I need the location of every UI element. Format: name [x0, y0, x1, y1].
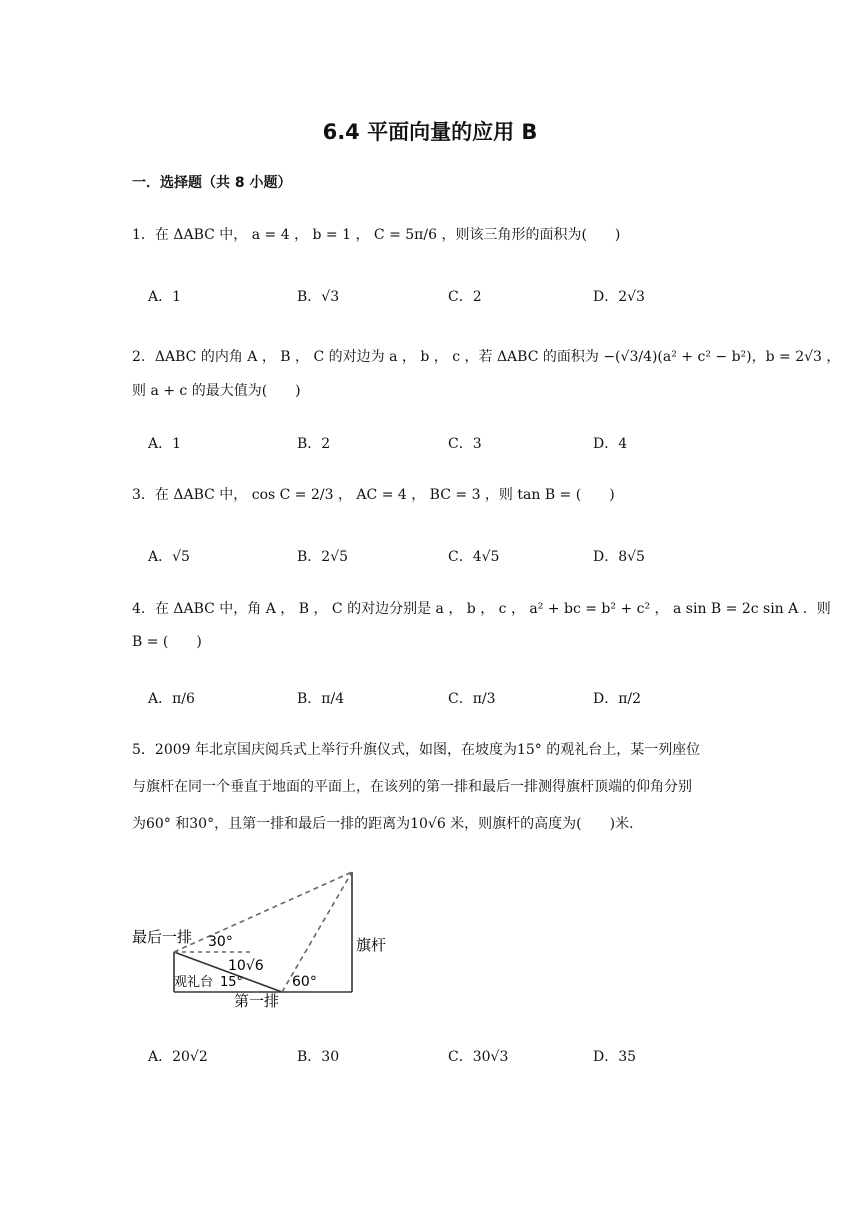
question-3-stem: 3．在 ΔABC 中， cos C = 2/3 ， AC = 4 ， BC = 3 ，则 tan B = ( )	[132, 487, 615, 503]
label-distance: 10√6	[228, 958, 264, 974]
question-5-stem-line-1: 5．2009 年北京国庆阅兵式上举行升旗仪式，如图，在坡度为15° 的观礼台上，某一列座位	[132, 742, 701, 758]
question-3-option-a[interactable]: A．√5	[148, 549, 190, 565]
section-heading: 一．选择题（共 8 小题）	[132, 175, 292, 191]
question-2-option-c[interactable]: C．3	[448, 436, 482, 452]
question-2-stem-line-2: 则 a + c 的最大值为( )	[132, 383, 301, 399]
question-3-option-c[interactable]: C．4√5	[448, 549, 500, 565]
question-4-option-b[interactable]: B．π/4	[297, 691, 345, 707]
question-5-option-b[interactable]: B．30	[297, 1049, 340, 1065]
question-1-stem: 1．在 ΔABC 中， a = 4 ， b = 1 ， C = 5π/6 ，则该三角形的面积为( )	[132, 227, 621, 243]
question-1-option-b[interactable]: B．√3	[297, 289, 340, 305]
question-1-option-d[interactable]: D．2√3	[593, 289, 645, 305]
question-4-option-a[interactable]: A．π/6	[148, 691, 195, 707]
question-5-stem-line-3: 为60° 和30°，且第一排和最后一排的距离为10√6 米，则旗杆的高度为( )米．	[132, 816, 644, 832]
question-2-option-b[interactable]: B．2	[297, 436, 331, 452]
question-4-option-d[interactable]: D．π/2	[593, 691, 642, 707]
label-last-row: 最后一排	[132, 928, 193, 946]
question-1-option-a[interactable]: A．1	[148, 289, 182, 305]
label-first-row: 第一排	[234, 992, 280, 1010]
question-5-stem-line-2: 与旗杆在同一个垂直于地面的平面上，在该列的第一排和最后一排测得旗杆顶端的仰角分别	[132, 779, 692, 795]
question-2-option-d[interactable]: D．4	[593, 436, 628, 452]
label-flagpole: 旗杆	[356, 936, 387, 954]
question-4-stem-line-1: 4．在 ΔABC 中，角 A ， B ， C 的对边分别是 a ， b ， c ， a² + bc = b² + c² ， a sin B = 2c sin A ．则	[132, 601, 831, 617]
label-angle-15: 15°	[220, 975, 244, 990]
question-3-option-d[interactable]: D．8√5	[593, 549, 645, 565]
question-4-stem-line-2: B = ( )	[132, 634, 202, 650]
label-platform: 观礼台	[174, 975, 214, 990]
sightline-last-row	[174, 872, 352, 952]
page-title: 6.4 平面向量的应用 B	[322, 120, 538, 144]
question-5-option-c[interactable]: C．30√3	[448, 1049, 509, 1065]
question-4-option-c[interactable]: C．π/3	[448, 691, 496, 707]
question-5-option-a[interactable]: A．20√2	[148, 1049, 208, 1065]
question-3-option-b[interactable]: B．2√5	[297, 549, 349, 565]
question-1-option-c[interactable]: C．2	[448, 289, 482, 305]
question-5-option-d[interactable]: D．35	[593, 1049, 637, 1065]
label-angle-60: 60°	[292, 974, 317, 990]
question-2-option-a[interactable]: A．1	[148, 436, 182, 452]
flagpole-diagram	[130, 860, 400, 1010]
label-angle-30: 30°	[208, 934, 233, 950]
question-2-stem-line-1: 2．ΔABC 的内角 A ， B ， C 的对边为 a ， b ， c ，若 ΔABC 的面积为 −(√3/4)(a² + c² − b²)，b = 2√3 ，	[132, 349, 841, 365]
